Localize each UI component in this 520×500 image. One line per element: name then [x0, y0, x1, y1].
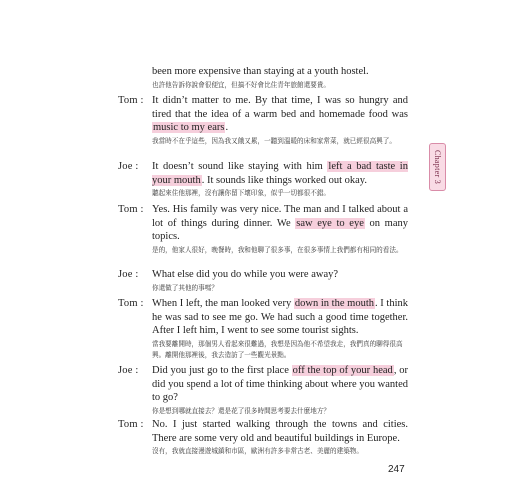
english-line	[152, 297, 408, 338]
text-segment: Yes. His family was very nice. The man and I talked about a lot of things during dinner. We	[152, 204, 408, 229]
speaker-label: Tom :	[118, 204, 144, 215]
speaker-label: Tom :	[118, 298, 144, 309]
entry-body	[152, 160, 408, 199]
english-line	[152, 364, 408, 405]
chinese-translation: 也許他告訴你說會很便宜，但搞不好會比住青年旅館還要貴。	[152, 80, 331, 89]
chinese-translation: 沒有，我就直接漫遊城鎮和市區，歐洲有許多非常古老、美麗的建築物。	[152, 447, 363, 455]
chinese-translation: 聽起來住他那裡，沒有讓你留下壞印象，似乎一切都很不錯。	[152, 189, 331, 197]
speaker-label: Joe :	[118, 269, 139, 280]
idiom-highlight: off the top of your head	[292, 365, 393, 376]
entry-body	[152, 94, 408, 147]
entry-body	[152, 418, 408, 457]
english-line	[152, 160, 408, 187]
text-segment: . It sounds like things worked out okay.	[201, 174, 367, 186]
text-segment: It didn’t matter to me. By that time, I was so hungry and tired that the idea of a warm bed and homemade food was	[152, 95, 408, 120]
speaker-label: Tom :	[118, 95, 144, 106]
entry-body	[152, 297, 408, 361]
chinese-translation: 你是想到哪就直接去？還是花了很多時間思考要去什麼地方？	[152, 406, 331, 415]
chinese-translation: 當我要離開時，那個男人看起來很難過，我想是因為他不希望我走，我們真的聊得很高興。離開他那裡後，我去造訪了一些觀光景點。	[152, 339, 403, 359]
chinese-translation: 是的，他家人很好，晚餐時，我和他聊了很多事，在很多事情上我們都有相同的看法。	[152, 245, 403, 254]
idiom-highlight: left a bad taste in your mouth	[152, 161, 408, 186]
speaker-label: Joe :	[118, 161, 139, 172]
entry-body	[152, 65, 408, 91]
idiom-highlight: saw eye to eye	[296, 217, 364, 229]
text-segment: What else did you do while you were away?	[152, 269, 339, 280]
text-segment: It doesn’t sound like staying with him	[152, 161, 328, 172]
chapter-tab[interactable]	[429, 143, 446, 191]
speaker-label: Joe :	[118, 365, 139, 376]
text-segment: on many topics.	[152, 217, 409, 242]
text-segment: been more expensive than staying at a youth hostel.	[152, 66, 369, 77]
chinese-translation: 我當時不在乎這些，因為我又餓又累，一聽到溫暖的床和家常菜，就已經很高興了。	[152, 136, 396, 145]
text-segment: No. I just started walking through the towns and cities. There are some very old and beautiful buildings in Europe.	[152, 419, 408, 444]
entry-body	[152, 203, 408, 256]
idiom-highlight: music to my ears	[153, 122, 225, 133]
english-line	[152, 94, 408, 135]
idiom-highlight: down in the mouth	[294, 298, 374, 309]
english-line	[152, 65, 408, 79]
page-number: 247	[388, 464, 405, 475]
text-segment: , or did you spend a lot of time thinking about where you wanted to go?	[152, 365, 408, 403]
entry-body	[152, 364, 408, 417]
speaker-label: Tom :	[118, 419, 144, 430]
chinese-translation: 你還做了其他的事嗎？	[152, 283, 218, 292]
entry-body	[152, 268, 408, 294]
english-line	[152, 268, 408, 282]
text-segment: When I left, the man looked very	[152, 298, 294, 309]
text-segment: . I think he was sad to see me go. We had such a good time together. After I left him, I went to see some tourist sights.	[152, 298, 408, 336]
chapter-tab-label: Chapter 3	[433, 149, 442, 185]
english-line	[152, 418, 408, 445]
text-segment: .	[225, 122, 229, 133]
english-line	[152, 203, 408, 244]
text-segment: Did you just go to the first place	[152, 365, 292, 376]
